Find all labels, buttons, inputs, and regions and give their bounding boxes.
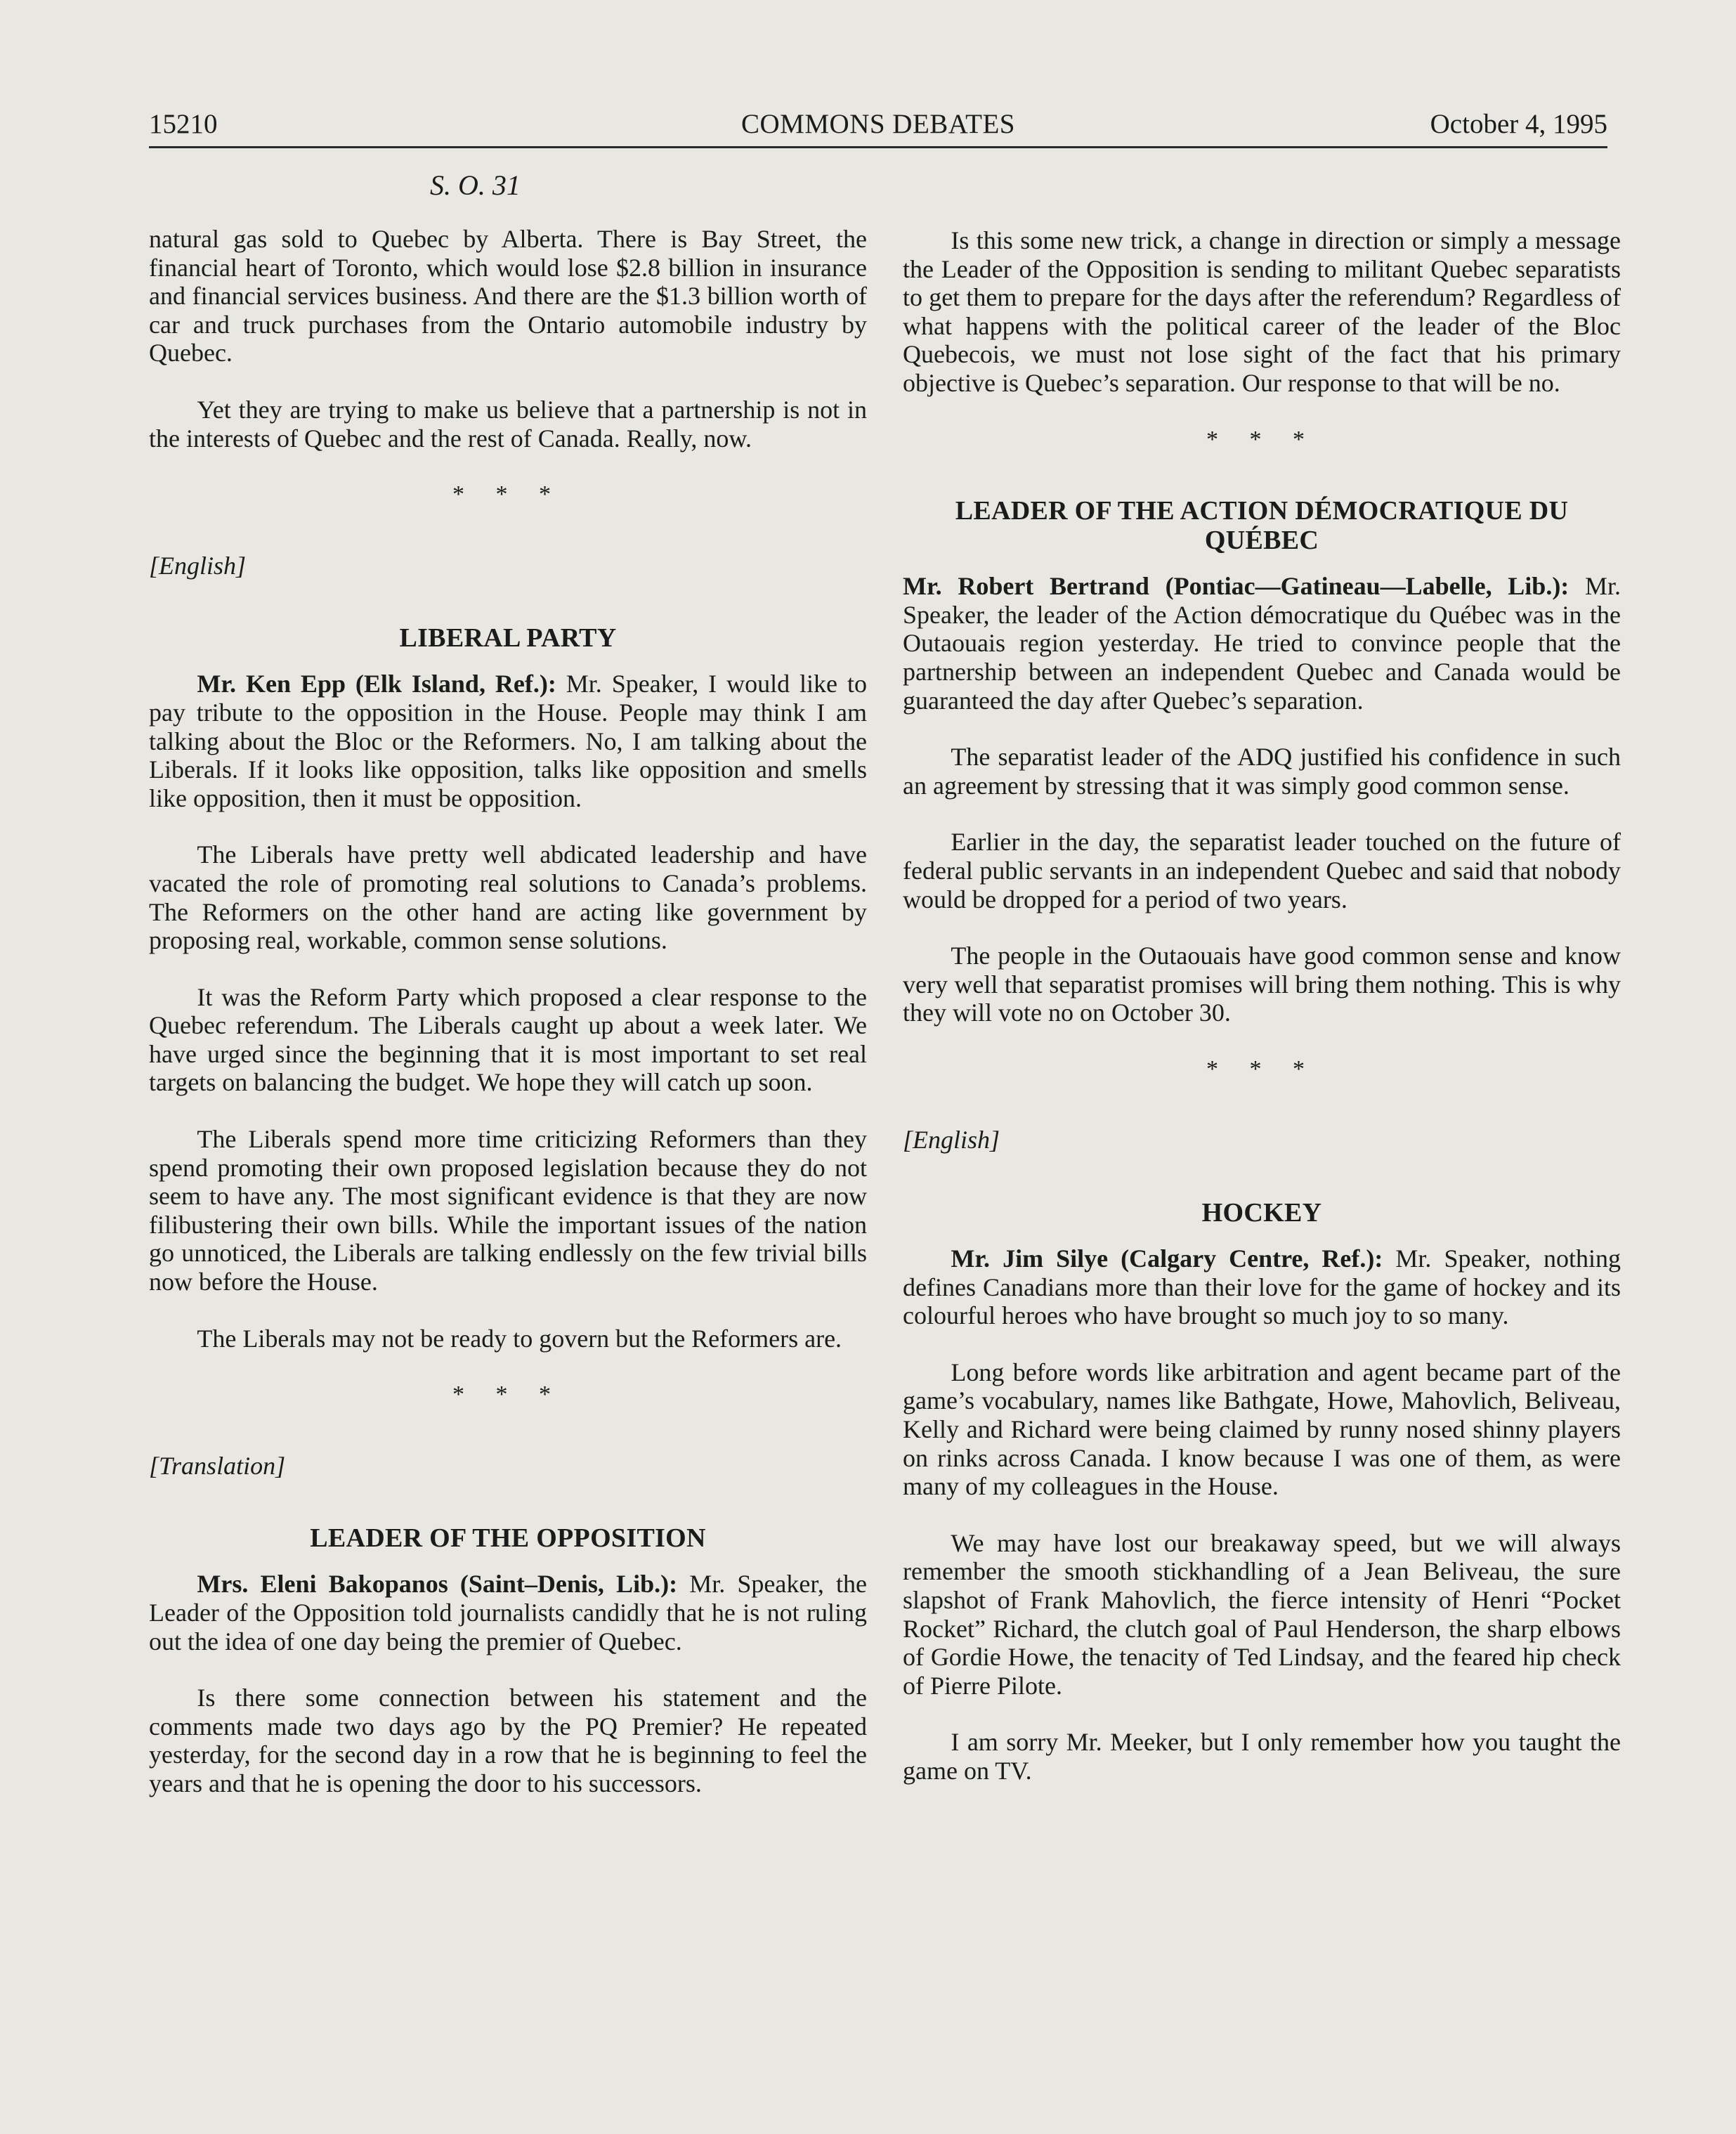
section-marker: S. O. 31: [430, 169, 521, 201]
paragraph: The Liberals have pretty well abdicated leadership and have vacated the role of promoting real solutions to Canada’s problems. The Reformers on the other hand are acting like government by proposing real, workable, common sense solutions.: [149, 840, 867, 955]
journal-title: COMMONS DEBATES: [741, 109, 1015, 139]
statement-paragraph: [903, 572, 1621, 715]
header-rule: [149, 146, 1607, 148]
statement-text: Mr. Speaker, nothing defines Canadians more than their love for the game of hockey and its colourful heroes who have brought so much joy to so many.: [903, 1244, 1621, 1330]
section-heading-hockey: HOCKEY: [1201, 1198, 1322, 1228]
section-separator: * * *: [452, 1381, 563, 1408]
section-separator: * * *: [452, 481, 563, 508]
paragraph: We may have lost our breakaway speed, but we will always remember the smooth stickhandling of a Jean Beliveau, the sure slapshot of Frank Mahovlich, the fierce intensity of Henri “Pocket Rocket” Richard, the clutch goal of Paul Henderson, the sharp elbows of Gordie Howe, the tenacity of Ted Lindsay, and the feared hip check of Pierre Pilote.: [903, 1528, 1621, 1700]
paragraph: I am sorry Mr. Meeker, but I only remember how you taught the game on TV.: [903, 1728, 1621, 1785]
speaker-name: Mr. Ken Epp (Elk Island, Ref.):: [197, 670, 556, 698]
paragraph: Long before words like arbitration and agent became part of the game’s vocabulary, names like Bathgate, Howe, Mahovlich, Beliveau, Kelly and Richard were being claimed by runny nosed shinny players on rinks across Canada. I know because I was one of them, as were many of my colleagues in the House.: [903, 1358, 1621, 1501]
page-number: 15210: [149, 109, 218, 139]
section-separator: * * *: [1206, 426, 1317, 453]
paragraph: The people in the Outaouais have good common sense and know very well that separatist promises will bring them nothing. This is why they will vote no on October 30.: [903, 942, 1621, 1027]
paragraph: Is there some connection between his statement and the comments made two days ago by the PQ Premier? He repeated yesterday, for the second day in a row that he is beginning to feel the years and that he is opening the door to his successors.: [149, 1684, 867, 1797]
speaker-name: Mr. Jim Silye (Calgary Centre, Ref.):: [951, 1244, 1383, 1273]
paragraph: The separatist leader of the ADQ justified his confidence in such an agreement by stressing that it was simply good common sense.: [903, 743, 1621, 800]
paragraph: Earlier in the day, the separatist leader touched on the future of federal public servants in an independent Quebec and said that nobody would be dropped for a period of two years.: [903, 828, 1621, 913]
paragraph: The Liberals may not be ready to govern but the Reformers are.: [197, 1324, 842, 1353]
speaker-name: Mrs. Eleni Bakopanos (Saint–Denis, Lib.):: [197, 1570, 678, 1599]
language-note: [English]: [903, 1126, 1000, 1154]
section-heading-leader-of-opposition: LEADER OF THE OPPOSITION: [310, 1523, 706, 1554]
page-header: [149, 103, 1607, 146]
publication-date: October 4, 1995: [1430, 109, 1607, 139]
language-note: [Translation]: [149, 1451, 286, 1480]
left-column: [149, 225, 867, 1826]
right-column: [903, 226, 1621, 1814]
statement-paragraph: [149, 670, 867, 812]
section-heading-adq-leader: LEADER OF THE ACTION DÉMOCRATIQUE DU QUÉBEC: [955, 496, 1569, 556]
section-heading-liberal-party: LIBERAL PARTY: [399, 623, 617, 653]
paragraph: natural gas sold to Quebec by Alberta. There is Bay Street, the financial heart of Toronto, which would lose $2.8 billion in insurance and financial services business. And there are the $1.3 billion worth of car and truck purchases from the Ontario automobile industry by Quebec.: [149, 225, 867, 367]
section-separator: * * *: [1206, 1055, 1317, 1082]
paragraph: It was the Reform Party which proposed a clear response to the Quebec referendum. The Liberals caught up about a week later. We have urged since the beginning that it is most important to set real targets on balancing the budget. We hope they will catch up soon.: [149, 982, 867, 1097]
speaker-name: Mr. Robert Bertrand (Pontiac—Gatineau—Labelle, Lib.):: [903, 572, 1569, 601]
statement-text: Mr. Speaker, I would like to pay tribute to the opposition in the House. People may think I am talking about the Bloc or the Reformers. No, I am talking about the Liberals. If it looks like opposition, talks like opposition and smells like opposition, then it must be opposition.: [149, 670, 867, 812]
language-note: [English]: [149, 551, 247, 580]
paragraph: Is this some new trick, a change in direction or simply a message the Leader of the Opposition is sending to militant Quebec separatists to get them to prepare for the days after the referendum? Regardless of what happens with the political career of the leader of the Bloc Quebecois, we must not lose sight of the fact that his primary objective is Quebec’s separation. Our response to that will be no.: [903, 226, 1621, 397]
paragraph: The Liberals spend more time criticizing Reformers than they spend promoting their own proposed legislation because they do not seem to have any. The most significant evidence is that they are now filibustering their own bills. While the important issues of the nation go unnoticed, the Liberals are talking endlessly on the few trivial bills now before the House.: [149, 1125, 867, 1296]
statement-paragraph: [149, 1570, 867, 1655]
statement-text: Mr. Speaker, the leader of the Action démocratique du Québec was in the Outaouais region yesterday. He tried to convince people that the partnership between an independent Quebec and Canada would be guaranteed the day after Quebec’s separation.: [903, 572, 1621, 715]
statement-paragraph: [903, 1244, 1621, 1330]
statement-text: Mr. Speaker, the Leader of the Opposition told journalists candidly that he is not ruling out the idea of one day being the premier of Quebec.: [149, 1570, 867, 1655]
paragraph: Yet they are trying to make us believe that a partnership is not in the interests of Quebec and the rest of Canada. Really, now.: [149, 395, 867, 453]
